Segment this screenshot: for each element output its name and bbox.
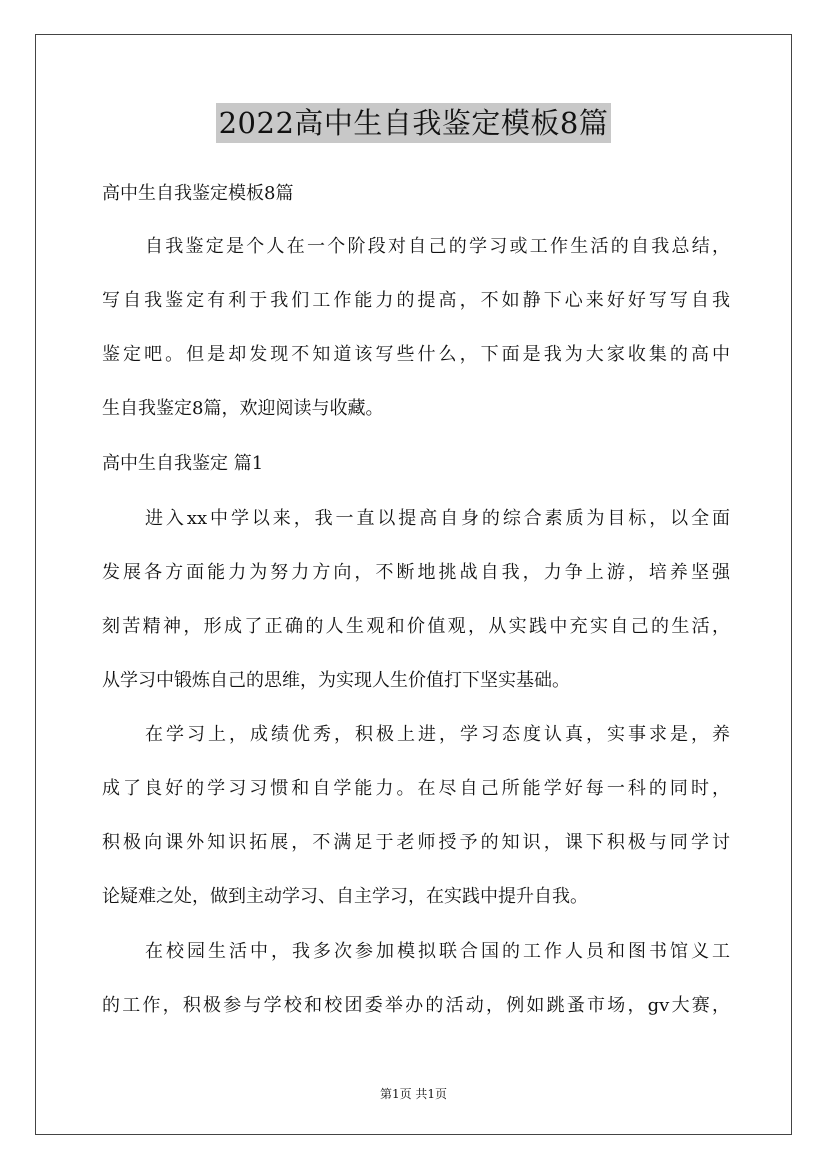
paragraph-line: 进入xx中学以来，我一直以提高自身的综合素质为目标，以全面 (145, 508, 730, 529)
paragraph-line: 论疑难之处，做到主动学习、自主学习，在实践中提升自我。 (102, 886, 588, 907)
document-title: 2022高中生自我鉴定模板8篇 (216, 103, 612, 143)
title-container (0, 103, 827, 143)
paragraph-line: 积极向课外知识拓展，不满足于老师授予的知识，课下积极与同学讨 (102, 832, 730, 853)
paragraph-line: 成了良好的学习习惯和自学能力。在尽自己所能学好每一科的同时， (102, 778, 730, 799)
paragraph-line: 鉴定吧。但是却发现不知道该写些什么，下面是我为大家收集的高中 (102, 344, 730, 365)
page-footer: 第1页 共1页 (379, 1087, 448, 1101)
paragraph-line: 生自我鉴定8篇，欢迎阅读与收藏。 (102, 398, 384, 419)
paragraph-line: 刻苦精神，形成了正确的人生观和价值观，从实践中充实自己的生活， (102, 616, 730, 637)
paragraph-line: 在学习上，成绩优秀，积极上进，学习态度认真，实事求是，养 (145, 724, 730, 745)
paragraph-line: 写自我鉴定有利于我们工作能力的提高，不如静下心来好好写写自我 (102, 290, 730, 311)
paragraph-line: 从学习中锻炼自己的思维，为实现人生价值打下坚实基础。 (102, 670, 570, 691)
paragraph-line: 的工作，积极参与学校和校团委举办的活动，例如跳蚤市场，gv大赛， (102, 995, 730, 1016)
subtitle-line: 高中生自我鉴定模板8篇 (102, 183, 294, 204)
section-heading: 高中生自我鉴定 篇1 (102, 453, 264, 474)
paragraph-line: 自我鉴定是个人在一个阶段对自己的学习或工作生活的自我总结， (145, 236, 730, 257)
paragraph-line: 在校园生活中，我多次参加模拟联合国的工作人员和图书馆义工 (145, 941, 730, 962)
paragraph-line: 发展各方面能力为努力方向，不断地挑战自我，力争上游，培养坚强 (102, 562, 730, 583)
